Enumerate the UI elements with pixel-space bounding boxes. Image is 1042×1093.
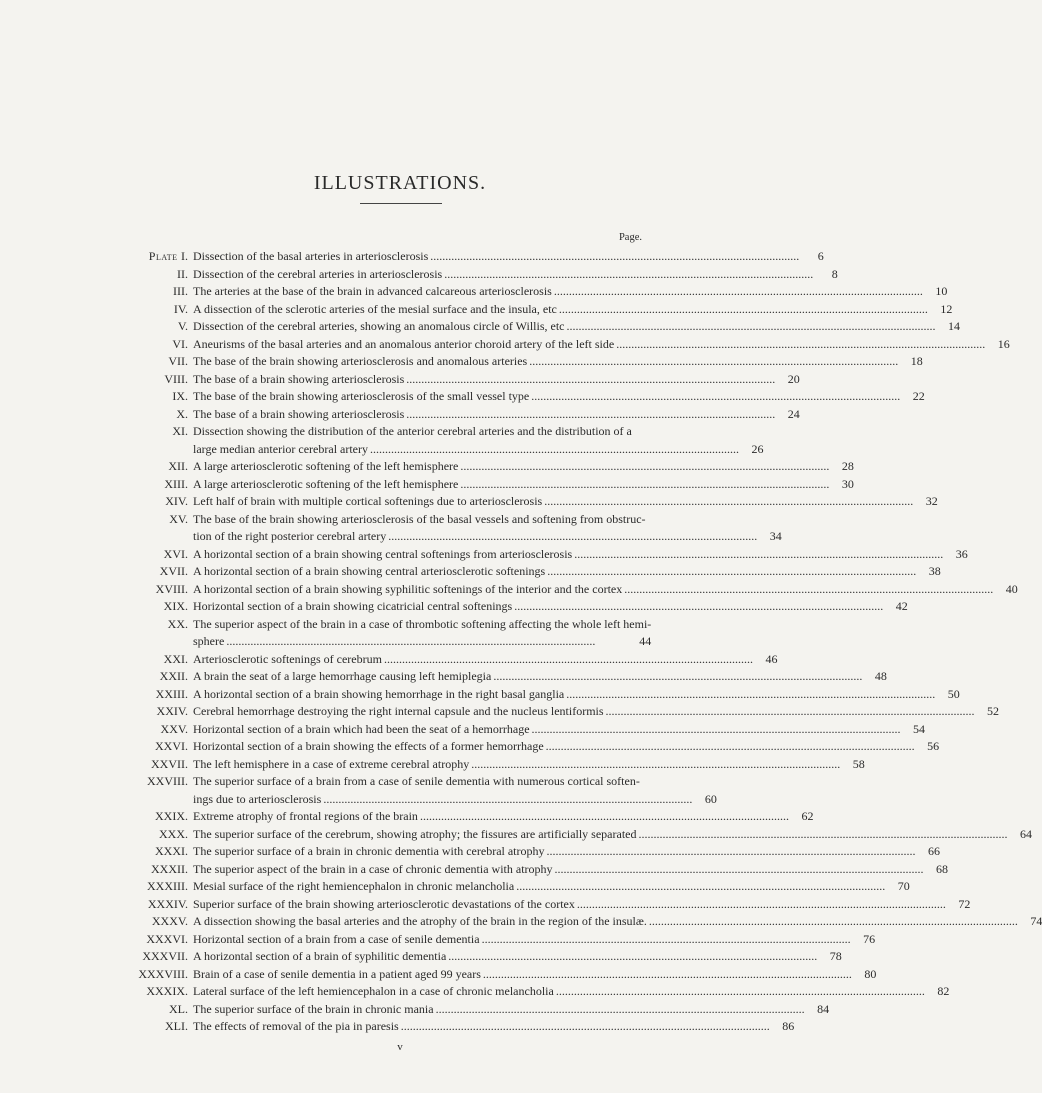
dot-leader [606,703,974,721]
dot-leader [370,441,738,459]
dot-leader [567,318,935,336]
dot-leader [430,248,798,266]
plate-numeral: V. [177,319,188,333]
plate-number [88,966,193,984]
list-item [88,878,910,896]
dot-leader [516,878,884,896]
list-item [88,931,876,949]
entry-page: 32 [925,494,938,508]
entry-description: The base of a brain showing arteriosclerosis [193,406,405,421]
plate-numeral: XXVII. [151,756,188,771]
list-item [88,773,717,808]
entry-description: Dissection of the cerebral arteries, showing an anomalous circle of Willis, etc [193,319,565,333]
plate-number [88,773,193,791]
list-item [88,948,842,966]
list-item [88,1001,830,1019]
plate-number [88,248,193,266]
entry-description: Extreme atrophy of frontal regions of the brain [193,809,418,823]
plate-numeral: I. [181,249,188,263]
dot-leader [420,808,788,826]
entry-page: 82 [937,984,950,998]
entry-description: The superior aspect of the brain in a case of thrombotic softening affecting the whole left hemi- [193,616,652,631]
entry-description: A dissection of the sclerotic arteries of the mesial surface and the insula, etc [193,301,557,316]
entry-description: The superior surface of a brain in chronic dementia with cerebral atrophy [193,844,545,858]
entry-description: Superior surface of the brain showing arteriosclerotic devastations of the cortex [193,896,575,911]
entry-page: 14 [948,319,961,333]
dot-leader [448,948,816,966]
entry-description: Horizontal section of a brain showing cicatricial central softenings [193,599,513,613]
entry-description: A horizontal section of a brain showing hemorrhage in the right basal ganglia [193,686,565,701]
list-item [88,283,948,301]
plate-number [88,563,193,581]
plate-numeral: VI. [172,336,188,351]
plate-numeral: III. [173,284,188,298]
list-item [88,353,923,371]
entry-description: Horizontal section of a brain which had been the seat of a hemorrhage [193,721,530,736]
illustrations-list [88,248,1042,1036]
plate-numeral: XXII. [159,669,188,683]
list-item [88,756,865,774]
plate-numeral: XXXVIII. [138,966,188,981]
plate-numeral: IX. [172,389,188,403]
list-item [88,546,968,564]
list-item [88,406,800,424]
plate-numeral: XL. [169,1001,188,1016]
dot-leader [577,896,945,914]
dot-leader [559,301,927,319]
list-item [88,476,854,494]
entry-page: 52 [987,704,1000,718]
entry-page: 8 [831,266,838,281]
list-item [88,563,941,581]
plate-numeral: XXVIII. [147,774,188,788]
list-item [88,668,887,686]
list-item [88,371,800,389]
entry-page: 36 [955,546,968,561]
plate-numeral: XII. [168,459,188,473]
plate-numeral: XVII. [159,564,188,578]
entry-description: A large arteriosclerotic softening of the left hemisphere [193,476,459,491]
entry-description: Dissection of the basal arteries in arteriosclerosis [193,249,429,263]
plate-numeral: XVI. [163,546,188,561]
entry-description: Dissection showing the distribution of the anterior cerebral arteries and the distribution of a [193,424,632,438]
plate-number [88,406,193,424]
list-item [88,896,971,914]
entry-page: 46 [765,651,778,666]
entry-page: 18 [910,354,923,368]
entry-page: 70 [897,879,910,893]
plate-number [88,598,193,616]
plate-number [88,983,193,1001]
plate-numeral: II. [177,266,188,281]
entry-description: The base of the brain showing arteriosclerosis and anomalous arteries [193,354,528,368]
dot-leader [624,581,992,599]
dot-leader [471,756,839,774]
entry-page: 22 [912,389,925,403]
plate-number [88,511,193,529]
list-item [88,966,877,984]
entry-description: The arteries at the base of the brain in advanced calcareous arteriosclerosis [193,284,552,298]
entry-page: 80 [864,966,877,981]
plate-number [88,353,193,371]
plate-number [88,283,193,301]
entry-page: 6 [817,249,824,263]
page-number: v [397,1041,403,1053]
plate-number [88,721,193,739]
entry-description: The superior surface of the cerebrum, showing atrophy; the fissures are artificially separated [193,826,637,841]
plate-numeral: XX. [167,616,188,631]
list-item [88,1018,795,1036]
entry-page: 54 [913,721,926,736]
entry-description: Cerebral hemorrhage destroying the right internal capsule and the nucleus lentiformis [193,704,604,718]
entry-description: A brain the seat of a large hemorrhage causing left hemiplegia [193,669,492,683]
plate-numeral: XIV. [165,494,188,508]
plate-numeral: XXXIX. [146,984,188,998]
entry-page: 60 [704,791,717,806]
entry-description: A horizontal section of a brain showing central arteriosclerotic softenings [193,564,546,578]
entry-description: Brain of a case of senile dementia in a patient aged 99 years [193,966,481,981]
plate-numeral: XVIII. [155,581,188,596]
plate-number [88,388,193,406]
entry-page: 64 [1020,826,1032,841]
list-item [88,336,1010,354]
plate-numeral: XXIV. [156,704,188,718]
plate-number [88,826,193,844]
plate-number [88,808,193,826]
list-item [88,913,1042,931]
plate-numeral: XXXV. [151,914,188,928]
dot-leader [616,336,984,354]
plate-numeral: XXI. [163,651,188,666]
entry-description: ings due to arteriosclerosis [193,791,322,806]
entry-page: 34 [769,529,782,543]
list-item [88,616,652,651]
list-item [88,808,814,826]
list-item [88,686,960,704]
entry-page: 50 [947,686,960,701]
entry-description: The base of the brain showing arteriosclerosis of the basal vessels and softening from obstruc- [193,511,646,526]
plate-numeral: XIII. [164,476,188,491]
entry-description: Arteriosclerotic softenings of cerebrum [193,651,382,666]
dot-leader [436,1001,804,1019]
entry-page: 38 [928,564,941,578]
dot-leader [556,983,924,1001]
dot-leader [406,371,774,389]
plate-number [88,931,193,949]
dot-leader [226,633,625,651]
list-item [88,983,950,1001]
plate-numeral: IV. [173,301,188,316]
entry-description: A horizontal section of a brain of syphilitic dementia [193,949,447,963]
entry-page: 28 [841,459,854,473]
plate-numeral: XXXVII. [142,949,188,963]
list-item [88,843,941,861]
dot-leader [532,721,900,739]
list-item [88,301,953,319]
entry-page: 68 [936,861,949,876]
entry-page: 30 [841,476,854,491]
list-item [88,318,961,336]
plate-number [88,616,193,634]
plate-numeral: XXV. [160,721,188,736]
dot-leader [323,791,691,809]
entry-description: Lateral surface of the left hemiencephalon in a case of chronic melancholia [193,984,554,998]
plate-number [88,896,193,914]
entry-page: 86 [782,1019,795,1033]
entry-description: A horizontal section of a brain showing central softenings from arteriosclerosis [193,546,573,561]
entry-description: Dissection of the cerebral arteries in arteriosclerosis [193,266,443,281]
dot-leader [460,476,828,494]
plate-numeral: XXXI. [155,844,188,858]
list-item [88,458,854,476]
entry-page: 76 [863,931,876,946]
plate-numeral: X. [176,406,188,421]
entry-description: large median anterior cerebral artery [193,441,369,456]
plate-number [88,861,193,879]
plate-numeral: XXVI. [155,739,188,753]
entry-description: The base of the brain showing arteriosclerosis of the small vessel type [193,389,530,403]
dot-leader [546,738,914,756]
plate-numeral: XXXII. [151,861,188,876]
page-title: ILLUSTRATIONS. [313,172,487,194]
entry-description: Horizontal section of a brain from a case of senile dementia [193,931,480,946]
plate-number [88,756,193,774]
plate-numeral: XV. [169,511,188,526]
dot-leader [482,931,850,949]
entry-page: 26 [751,441,764,456]
list-item [88,493,938,511]
entry-description: The superior aspect of the brain in a case of chronic dementia with atrophy [193,861,553,876]
list-item [88,826,1032,844]
plate-number [88,1018,193,1036]
plate-numeral: XXXIV. [147,896,188,911]
dot-leader [639,826,1007,844]
list-item [88,581,1018,599]
dot-leader [547,843,915,861]
entry-page: 12 [940,301,953,316]
entry-description: The left hemisphere in a case of extreme cerebral atrophy [193,756,470,771]
list-item [88,703,1000,721]
dot-leader [444,266,812,284]
plate-number [88,336,193,354]
entry-description: A horizontal section of a brain showing syphilitic softenings of the interior and the cortex [193,581,623,596]
entry-description: Aneurisms of the basal arteries and an anomalous anterior choroid artery of the left side [193,336,615,351]
entry-page: 72 [958,896,971,911]
plate-number [88,581,193,599]
entry-page: 16 [997,336,1010,351]
plate-numeral: XXIX. [155,809,188,823]
dot-leader [574,546,942,564]
plate-number [88,301,193,319]
entry-page: 56 [927,739,940,753]
plate-number [88,686,193,704]
plate-numeral: XXX. [159,826,188,841]
entry-page: 62 [801,809,814,823]
entry-description: tion of the right posterior cerebral artery [193,529,387,543]
list-item [88,651,778,669]
plate-number [88,843,193,861]
plate-numeral: XI. [172,424,188,438]
plate-number [88,493,193,511]
plate-number [88,1001,193,1019]
dot-leader [529,353,897,371]
entry-page: 40 [1005,581,1018,596]
plate-number [88,738,193,756]
list-item [88,248,824,266]
dot-leader [531,388,899,406]
plate-number [88,703,193,721]
entry-page: 24 [787,406,800,421]
entry-page: 84 [817,1001,830,1016]
list-item [88,388,925,406]
plate-number [88,546,193,564]
entry-description: The superior surface of a brain from a case of senile dementia with numerous cortical soften- [193,774,640,788]
dot-leader [384,651,752,669]
entry-description: A dissection showing the basal arteries and the atrophy of the brain in the region of the insulæ. [193,914,647,928]
dot-leader [555,861,923,879]
plate-number [88,318,193,336]
plate-numeral: XXXVI. [146,931,188,946]
list-item [88,861,949,879]
dot-leader [514,598,882,616]
dot-leader [554,283,922,301]
entry-description: Mesial surface of the right hemiencephalon in chronic melancholia [193,879,515,893]
entry-description: sphere [193,634,225,648]
list-item [88,423,764,458]
dot-leader [388,528,756,546]
entry-page: 58 [852,756,865,771]
entry-page: 20 [787,371,800,386]
entry-page: 78 [829,949,842,963]
entry-description: Left half of brain with multiple cortical softenings due to arteriosclerosis [193,494,543,508]
dot-leader [406,406,774,424]
plate-number [88,948,193,966]
entry-description: Horizontal section of a brain showing the effects of a former hemorrhage [193,739,544,753]
dot-leader [460,458,828,476]
plate-number [88,668,193,686]
plate-number [88,651,193,669]
list-item [88,598,908,616]
title-rule [360,203,442,204]
entry-page: 10 [935,284,948,298]
entry-page: 48 [874,669,887,683]
plate-number [88,423,193,441]
plate-number [88,913,193,931]
entry-page: 66 [928,844,941,858]
plate-numeral: XXIII. [155,686,188,701]
dot-leader [649,913,1017,931]
dot-leader [566,686,934,704]
entry-page: 44 [639,634,652,648]
plate-number [88,458,193,476]
list-item [88,738,940,756]
plate-numeral: VIII. [164,371,188,386]
list-item [88,266,838,284]
plate-label: Plate [148,249,181,263]
plate-number [88,878,193,896]
entry-page: 74 [1030,914,1042,928]
dot-leader [493,668,861,686]
entry-description: A large arteriosclerotic softening of the left hemisphere [193,459,459,473]
entry-description: The base of a brain showing arteriosclerosis [193,371,405,386]
plate-number [88,371,193,389]
dot-leader [544,493,912,511]
entry-page: 42 [895,599,908,613]
dot-leader [401,1018,769,1036]
plate-numeral: XLI. [165,1019,188,1033]
plate-number [88,266,193,284]
list-item [88,721,926,739]
plate-numeral: XXXIII. [147,879,188,893]
plate-number [88,476,193,494]
dot-leader [547,563,915,581]
list-item [88,511,782,546]
page-column-header: Page. [618,232,642,243]
plate-numeral: VII. [168,354,188,368]
entry-description: The effects of removal of the pia in paresis [193,1019,399,1033]
entry-description: The superior surface of the brain in chronic mania [193,1001,434,1016]
dot-leader [483,966,851,984]
plate-numeral: XIX. [163,599,188,613]
